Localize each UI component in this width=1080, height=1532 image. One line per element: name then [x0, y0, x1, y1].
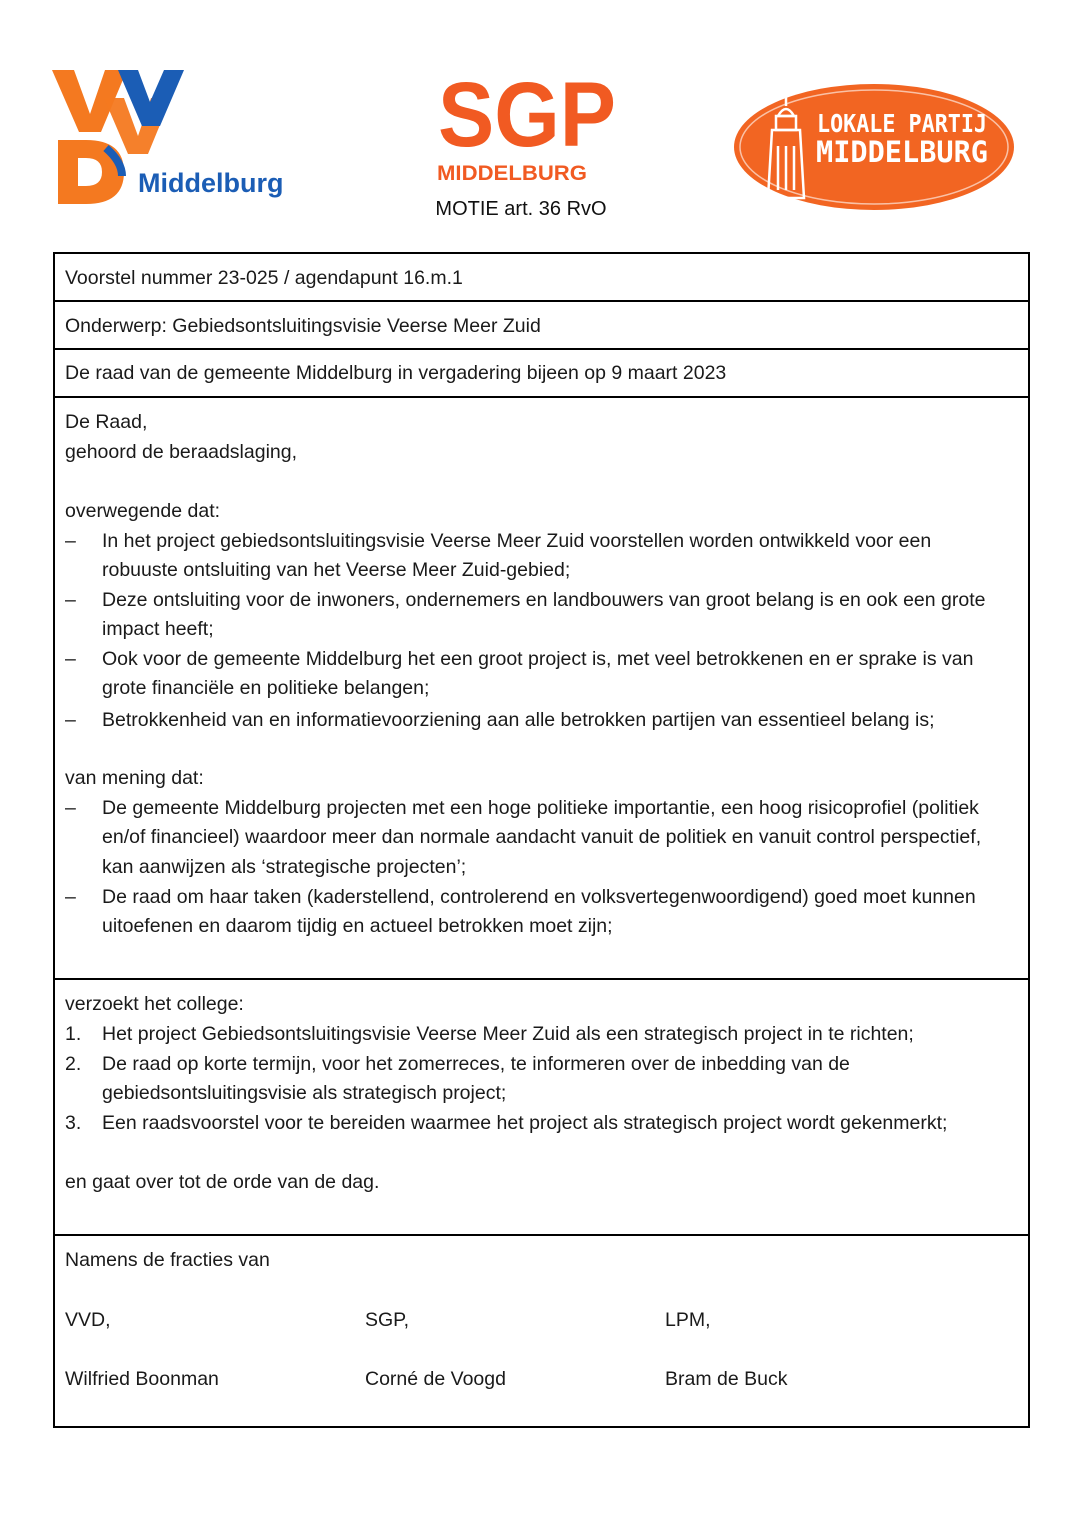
dash-marker: – — [65, 530, 76, 552]
list-item-text: kan aanwijzen als ‘strategische projecten’; — [102, 856, 467, 878]
sgp-logo-letters: SGP — [438, 70, 616, 166]
party-name: LPM, — [665, 1309, 711, 1331]
party-name: VVD, — [65, 1309, 111, 1331]
dash-marker: – — [65, 886, 76, 908]
closing-line: en gaat over tot de orde van de dag. — [65, 1171, 380, 1193]
meeting-row — [55, 350, 1028, 398]
list-item-text: robuuste ontsluiting van het Veerse Meer Zuid-gebied; — [102, 559, 571, 581]
party-name: SGP, — [365, 1309, 410, 1331]
subject: Onderwerp: Gebiedsontsluitingsvisie Veerse Meer Zuid — [65, 315, 541, 337]
dash-marker: – — [65, 797, 76, 819]
signatory-name: Bram de Buck — [665, 1368, 788, 1390]
proposal-number: Voorstel nummer 23-025 / agendapunt 16.m.1 — [65, 267, 463, 289]
list-item-text: Een raadsvoorstel voor te bereiden waarmee het project als strategisch project wordt gekenmerkt; — [102, 1112, 948, 1134]
list-item-text: grote financiële en politieke belangen; — [102, 677, 430, 699]
request-section — [55, 980, 1028, 1236]
subject-row — [55, 302, 1028, 350]
vvd-middelburg-logo — [52, 66, 292, 206]
sgp-middelburg-logo — [432, 70, 622, 190]
list-item-text: In het project gebiedsontsluitingsvisie Veerse Meer Zuid voorstellen worden ontwikkeld voor een — [102, 530, 932, 552]
list-item-text: Betrokkenheid van en informatievoorziening aan alle betrokken partijen van essentieel belang is; — [102, 709, 935, 731]
list-number: 3. — [65, 1112, 82, 1134]
motion-table — [53, 252, 1030, 1428]
considerations-section — [55, 398, 1028, 980]
signatory-name: Corné de Voogd — [365, 1368, 506, 1390]
vvd-logo-graphic — [52, 66, 292, 206]
signatures-section — [55, 1236, 1028, 1426]
signatures-heading: Namens de fracties van — [65, 1249, 270, 1271]
list-item-text: Deze ontsluiting voor de inwoners, ondernemers en landbouwers van groot belang is en ook een grote — [102, 589, 986, 611]
lokale-partij-middelburg-logo — [732, 80, 1016, 214]
lpm-logo-line1: LOKALE PARTIJ — [817, 109, 987, 138]
list-item-text: impact heeft; — [102, 618, 214, 640]
list-item-text: uitoefenen en daarom tijdig en actueel betrokken moet zijn; — [102, 915, 613, 937]
opening-line: gehoord de beraadslaging, — [65, 441, 298, 463]
dash-marker: – — [65, 648, 76, 670]
list-item-text: De raad op korte termijn, voor het zomerreces, te informeren over de inbedding van de — [102, 1053, 850, 1075]
list-item-text: De gemeente Middelburg projecten met een hoge politieke importantie, een hoog risicoprofiel (politiek — [102, 797, 979, 819]
sgp-logo-graphic — [432, 70, 622, 190]
considerations-heading: overwegende dat: — [65, 500, 221, 522]
opinion-heading: van mening dat: — [65, 767, 204, 789]
meeting-line: De raad van de gemeente Middelburg in vergadering bijeen op 9 maart 2023 — [65, 362, 727, 384]
list-item-text: Het project Gebiedsontsluitingsvisie Veerse Meer Zuid als een strategisch project in te richten; — [102, 1023, 914, 1045]
sgp-logo-city: MIDDELBURG — [437, 162, 587, 185]
list-item-text: Ook voor de gemeente Middelburg het een groot project is, met veel betrokkenen en er sprake is van — [102, 648, 974, 670]
document-type-title: MOTIE art. 36 RvO — [435, 198, 607, 220]
list-item-text: De raad om haar taken (kaderstellend, controlerend en volksvertegenwoordigend) goed moet kunnen — [102, 886, 976, 908]
list-item-text: gebiedsontsluitingsvisie als strategisch project; — [102, 1082, 507, 1104]
request-heading: verzoekt het college: — [65, 993, 244, 1015]
opening-line: De Raad, — [65, 411, 148, 433]
lpm-logo-graphic — [732, 80, 1016, 214]
lpm-logo-line2: MIDDELBURG — [816, 135, 988, 169]
proposal-number-row — [55, 254, 1028, 302]
signatory-name: Wilfried Boonman — [65, 1368, 219, 1390]
list-number: 1. — [65, 1023, 82, 1045]
list-item-text: en/of financieel) waardoor meer dan normale aandacht vanuit de politiek en vanuit control perspectief, — [102, 826, 982, 848]
dash-marker: – — [65, 709, 76, 731]
list-number: 2. — [65, 1053, 82, 1075]
dash-marker: – — [65, 589, 76, 611]
vvd-logo-city: Middelburg — [138, 168, 284, 198]
